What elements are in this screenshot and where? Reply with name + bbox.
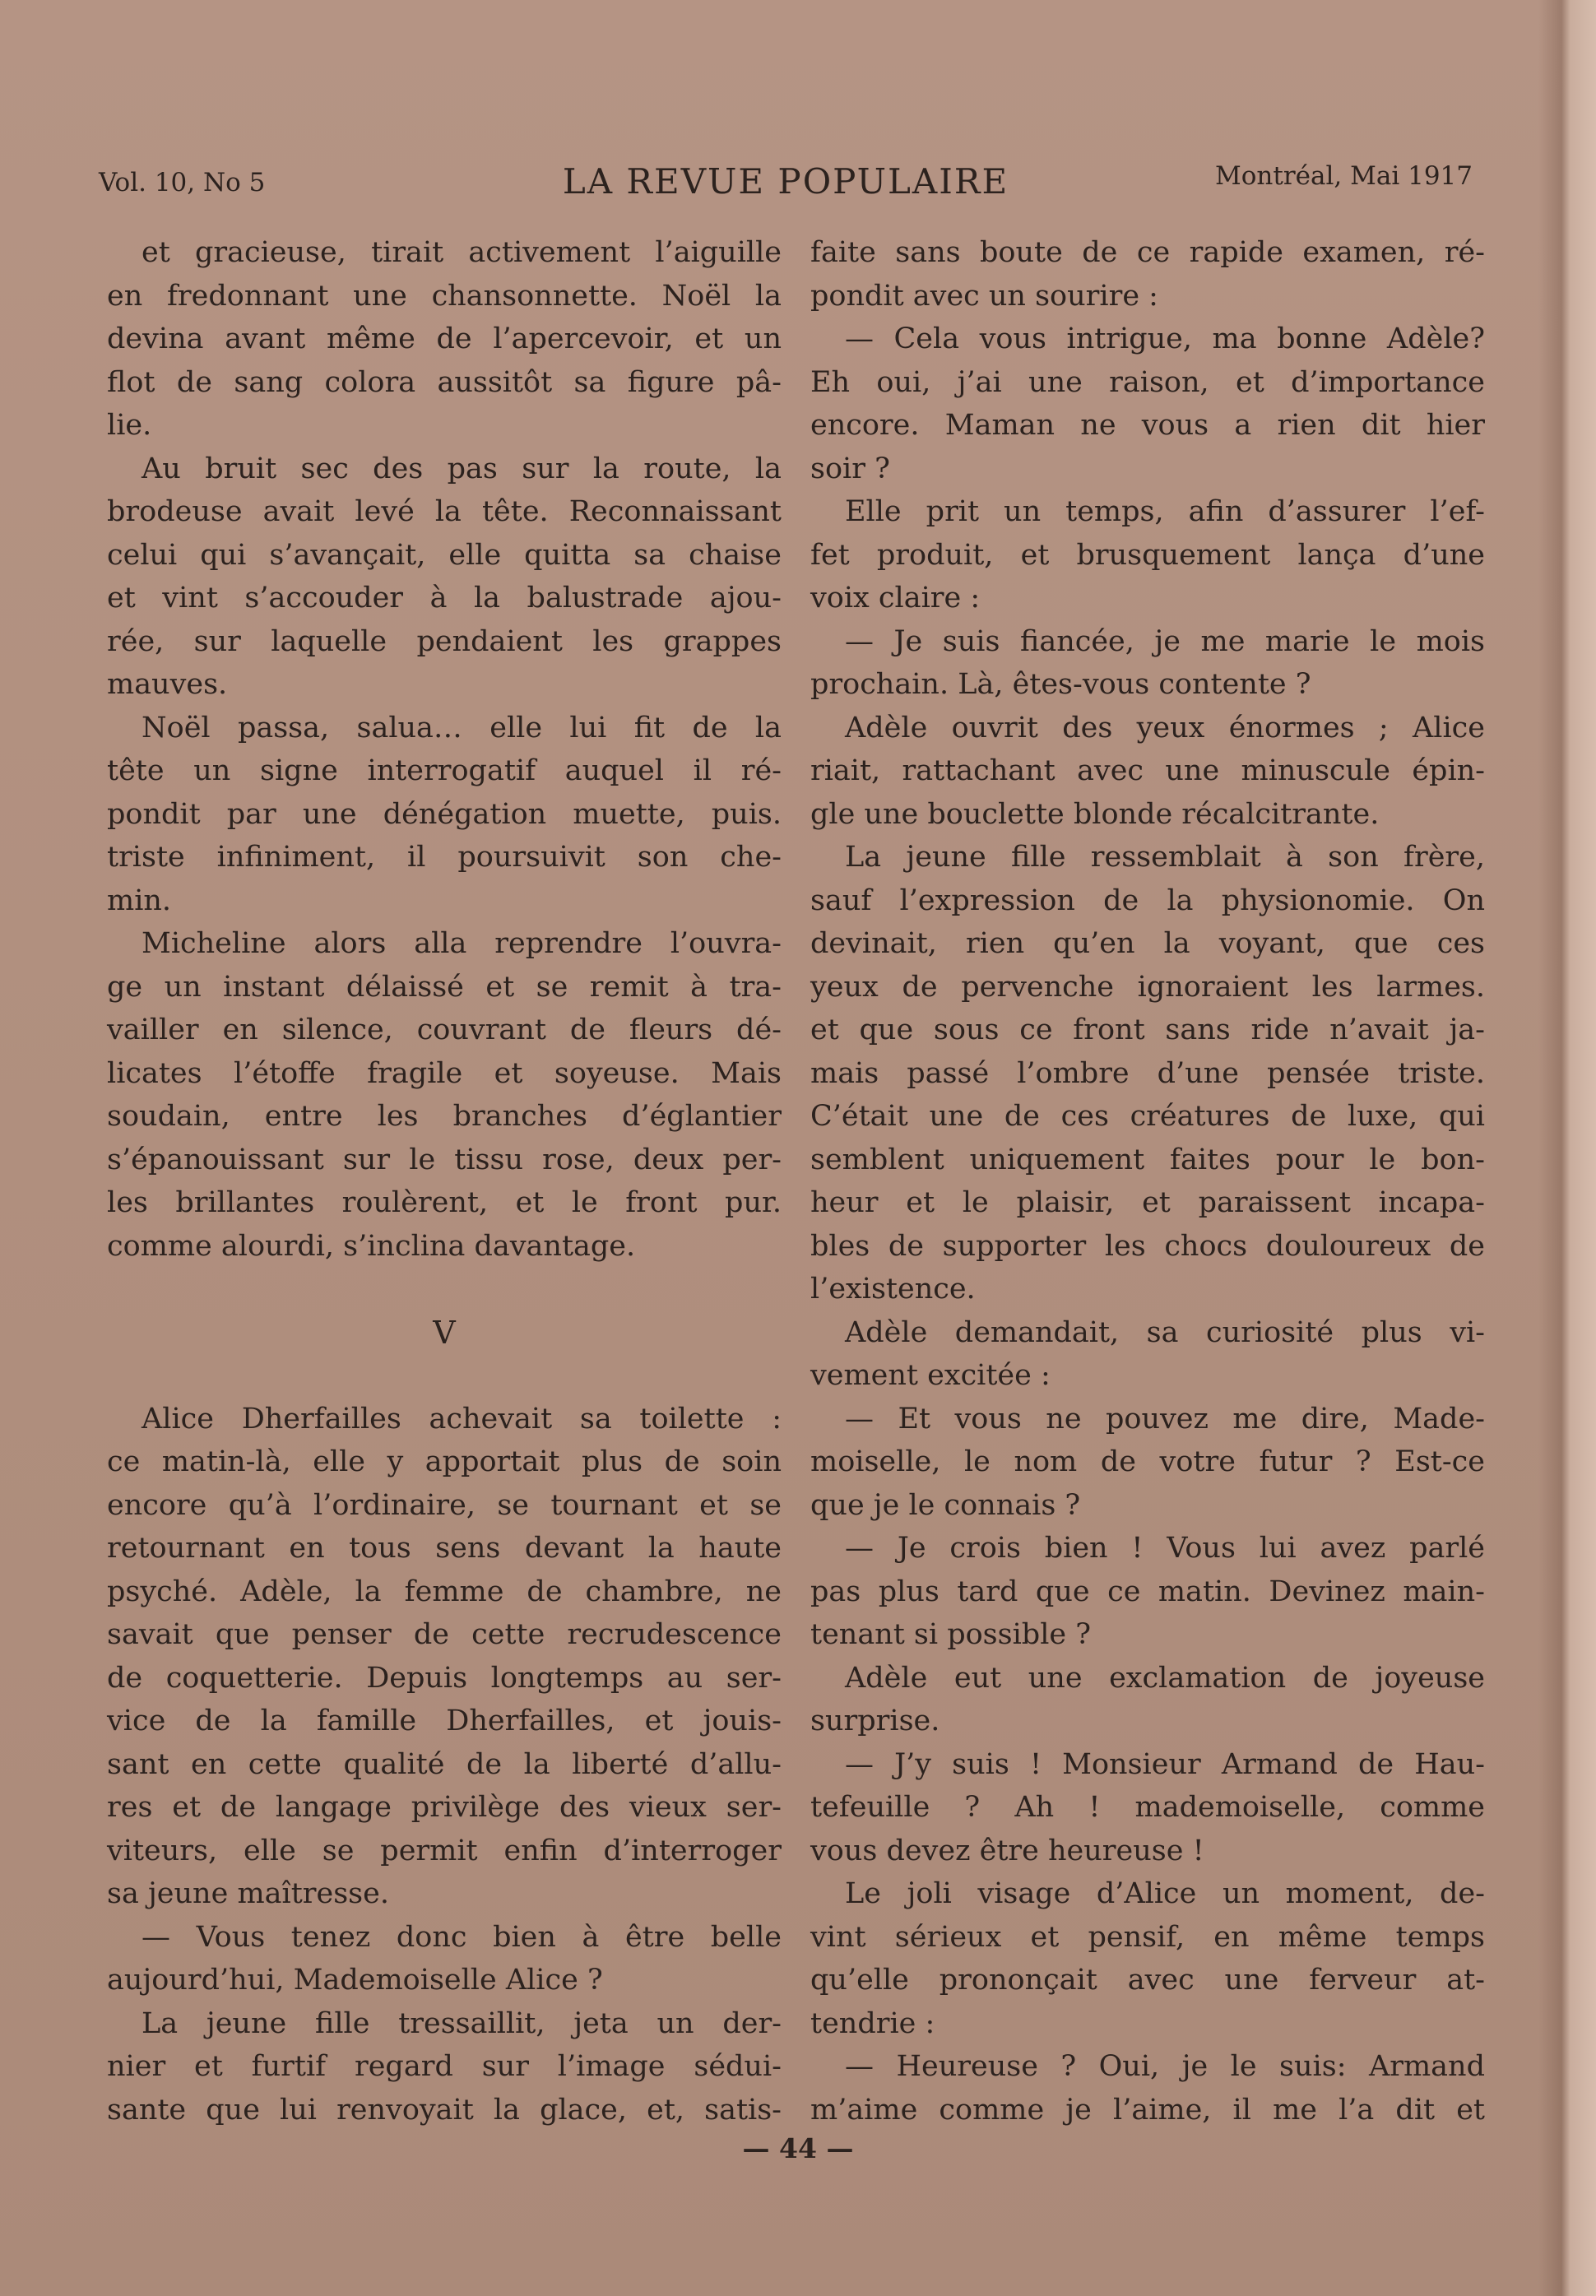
text-line: faite sans boute de ce rapide examen, ré-	[810, 236, 1485, 269]
text-line: — Heureuse ? Oui, je le suis: Armand	[845, 2050, 1485, 2083]
text-line: encore. Maman ne vous a rien dit hier	[810, 409, 1485, 442]
text-line: riait, rattachant avec une minuscule épin-	[810, 754, 1485, 787]
text-line: lie.	[107, 409, 152, 442]
text-line: moiselle, le nom de votre futur ? Est-ce	[810, 1445, 1485, 1478]
text-line: La jeune fille tressaillit, jeta un der-	[142, 2006, 782, 2040]
text-line: sa jeune maîtresse.	[107, 1877, 389, 1910]
text-line: et que sous ce front sans ride n’avait ja-	[810, 1013, 1485, 1046]
text-line: res et de langage privilège des vieux ser-	[107, 1791, 782, 1824]
text-line: rée, sur laquelle pendaient les grappes	[107, 624, 782, 658]
text-line: savait que penser de cette recrudescence	[107, 1618, 782, 1651]
text-line: La jeune fille ressemblait à son frère,	[845, 841, 1485, 874]
text-line: gle une bouclette blonde récalcitrante.	[810, 797, 1380, 831]
text-line: devina avant même de l’apercevoir, et un	[107, 322, 782, 355]
text-line: l’existence.	[810, 1273, 976, 1306]
text-line: de coquetterie. Depuis longtemps au ser-	[107, 1661, 782, 1695]
text-line: m’aime comme je l’aime, il me l’a dit et	[810, 2093, 1485, 2127]
text-line: encore qu’à l’ordinaire, se tournant et se	[107, 1488, 782, 1522]
publication-title: LA REVUE POPULAIRE	[562, 161, 1009, 202]
text-line: Adèle demandait, sa curiosité plus vi-	[845, 1315, 1485, 1349]
text-line: viteurs, elle se permit enfin d’interroger	[107, 1834, 782, 1867]
text-line: Elle prit un temps, afin d’assurer l’ef-	[845, 495, 1485, 528]
text-line: min.	[107, 884, 172, 917]
text-line: licates l’étoffe fragile et soyeuse. Mais	[107, 1056, 782, 1090]
text-line: voix claire :	[810, 582, 981, 615]
text-line: Noël passa, salua… elle lui fit de la	[142, 711, 782, 744]
text-line: tenant si possible ?	[810, 1618, 1091, 1651]
text-line: semblent uniquement faites pour le bon-	[810, 1143, 1485, 1176]
text-line: bles de supporter les chocs douloureux de	[810, 1229, 1485, 1263]
text-line: celui qui s’avançait, elle quitta sa chaise	[107, 538, 782, 572]
text-line: vice de la famille Dherfailles, et jouis-	[107, 1705, 782, 1737]
running-header	[99, 161, 1473, 206]
issue-date: Montréal, Mai 1917	[1215, 161, 1473, 191]
text-line: pondit par une dénégation muette, puis.	[107, 797, 782, 831]
text-line: qu’elle prononçait avec une ferveur at-	[810, 1964, 1485, 1997]
text-line: Au bruit sec des pas sur la route, la	[142, 452, 782, 485]
text-line: psyché. Adèle, la femme de chambre, ne	[107, 1575, 782, 1608]
text-line: comme alourdi, s’inclina davantage.	[107, 1229, 636, 1263]
text-line: en fredonnant une chansonnette. Noël la	[107, 279, 782, 313]
left-column	[107, 231, 782, 2131]
text-line: Alice Dherfailles achevait sa toilette :	[142, 1402, 782, 1436]
text-line: flot de sang colora aussitôt sa figure pâ-	[107, 365, 782, 399]
text-line: Eh oui, j’ai une raison, et d’importance	[810, 365, 1485, 399]
page-number: — 44 —	[742, 2132, 854, 2164]
text-line: — Cela vous intrigue, ma bonne Adèle?	[845, 322, 1485, 355]
text-line: pondit avec un sourire :	[810, 279, 1158, 313]
volume-number: Vol. 10, No 5	[99, 168, 266, 197]
text-line: ce matin-là, elle y apportait plus de soin	[107, 1445, 782, 1478]
text-line: tendrie :	[810, 2006, 935, 2040]
text-line: triste infiniment, il poursuivit son che-	[107, 841, 782, 874]
text-line: mauves.	[107, 668, 228, 701]
text-line: mais passé l’ombre d’une pensée triste.	[810, 1056, 1485, 1090]
right-column	[810, 231, 1485, 2131]
text-line: tête un signe interrogatif auquel il ré-	[107, 754, 782, 787]
text-line: brodeuse avait levé la tête. Reconnaissant	[107, 495, 782, 528]
text-line: sant en cette qualité de la liberté d’allu-	[107, 1747, 782, 1781]
text-line: s’épanouissant sur le tissu rose, deux per-	[107, 1143, 782, 1176]
text-line: — J’y suis ! Monsieur Armand de Hau-	[845, 1747, 1485, 1781]
text-line: que je le connais ?	[810, 1488, 1081, 1522]
text-line: et vint s’accouder à la balustrade ajou-	[107, 582, 782, 615]
text-line: les brillantes roulèrent, et le front pur.	[107, 1186, 782, 1219]
text-line: tefeuille ? Ah ! mademoiselle, comme	[810, 1791, 1485, 1824]
text-line: vous devez être heureuse !	[810, 1834, 1204, 1867]
text-line: surprise.	[810, 1705, 940, 1737]
text-line: C’était une de ces créatures de luxe, qui	[810, 1100, 1485, 1133]
text-line: yeux de pervenche ignoraient les larmes.	[810, 970, 1485, 1004]
text-line: devinait, rien qu’en la voyant, que ces	[810, 927, 1485, 960]
text-line	[107, 1268, 782, 1311]
text-line: vint sérieux et pensif, en même temps	[810, 1920, 1485, 1954]
section-number: V	[433, 1314, 456, 1351]
text-line: — Vous tenez donc bien à être belle	[142, 1920, 782, 1954]
text-line: — Je suis fiancée, je me marie le mois	[845, 624, 1485, 658]
text-line: Adèle ouvrit des yeux énormes ; Alice	[845, 711, 1485, 744]
text-line: nier et furtif regard sur l’image sédui-	[107, 2050, 782, 2083]
text-line: — Je crois bien ! Vous lui avez parlé	[845, 1532, 1485, 1565]
text-line: sante que lui renvoyait la glace, et, satis-	[107, 2093, 782, 2127]
text-line: Adèle eut une exclamation de joyeuse	[845, 1661, 1485, 1695]
text-line: sauf l’expression de la physionomie. On	[810, 884, 1485, 917]
text-line: pas plus tard que ce matin. Devinez main-	[810, 1575, 1485, 1608]
text-line: Micheline alors alla reprendre l’ouvra-	[142, 927, 782, 960]
text-line: vement excitée :	[810, 1359, 1051, 1392]
text-line: retournant en tous sens devant la haute	[107, 1532, 782, 1565]
text-line: et gracieuse, tirait activement l’aiguille	[142, 236, 782, 269]
text-line	[107, 1354, 782, 1398]
text-line: Le joli visage d’Alice un moment, de-	[845, 1877, 1485, 1910]
text-line: soir ?	[810, 452, 890, 485]
text-line: — Et vous ne pouvez me dire, Made-	[845, 1402, 1485, 1436]
text-line: soudain, entre les branches d’églantier	[107, 1100, 782, 1133]
text-line: vailler en silence, couvrant de fleurs dé-	[107, 1013, 782, 1046]
page-edge	[1538, 0, 1596, 2296]
text-line: ge un instant délaissé et se remit à tra-	[107, 970, 782, 1004]
text-line: prochain. Là, êtes-vous contente ?	[810, 668, 1311, 701]
text-line: heur et le plaisir, et paraissent incapa-	[810, 1186, 1485, 1219]
text-line: fet produit, et brusquement lança d’une	[810, 538, 1485, 572]
text-line: aujourd’hui, Mademoiselle Alice ?	[107, 1964, 603, 1997]
